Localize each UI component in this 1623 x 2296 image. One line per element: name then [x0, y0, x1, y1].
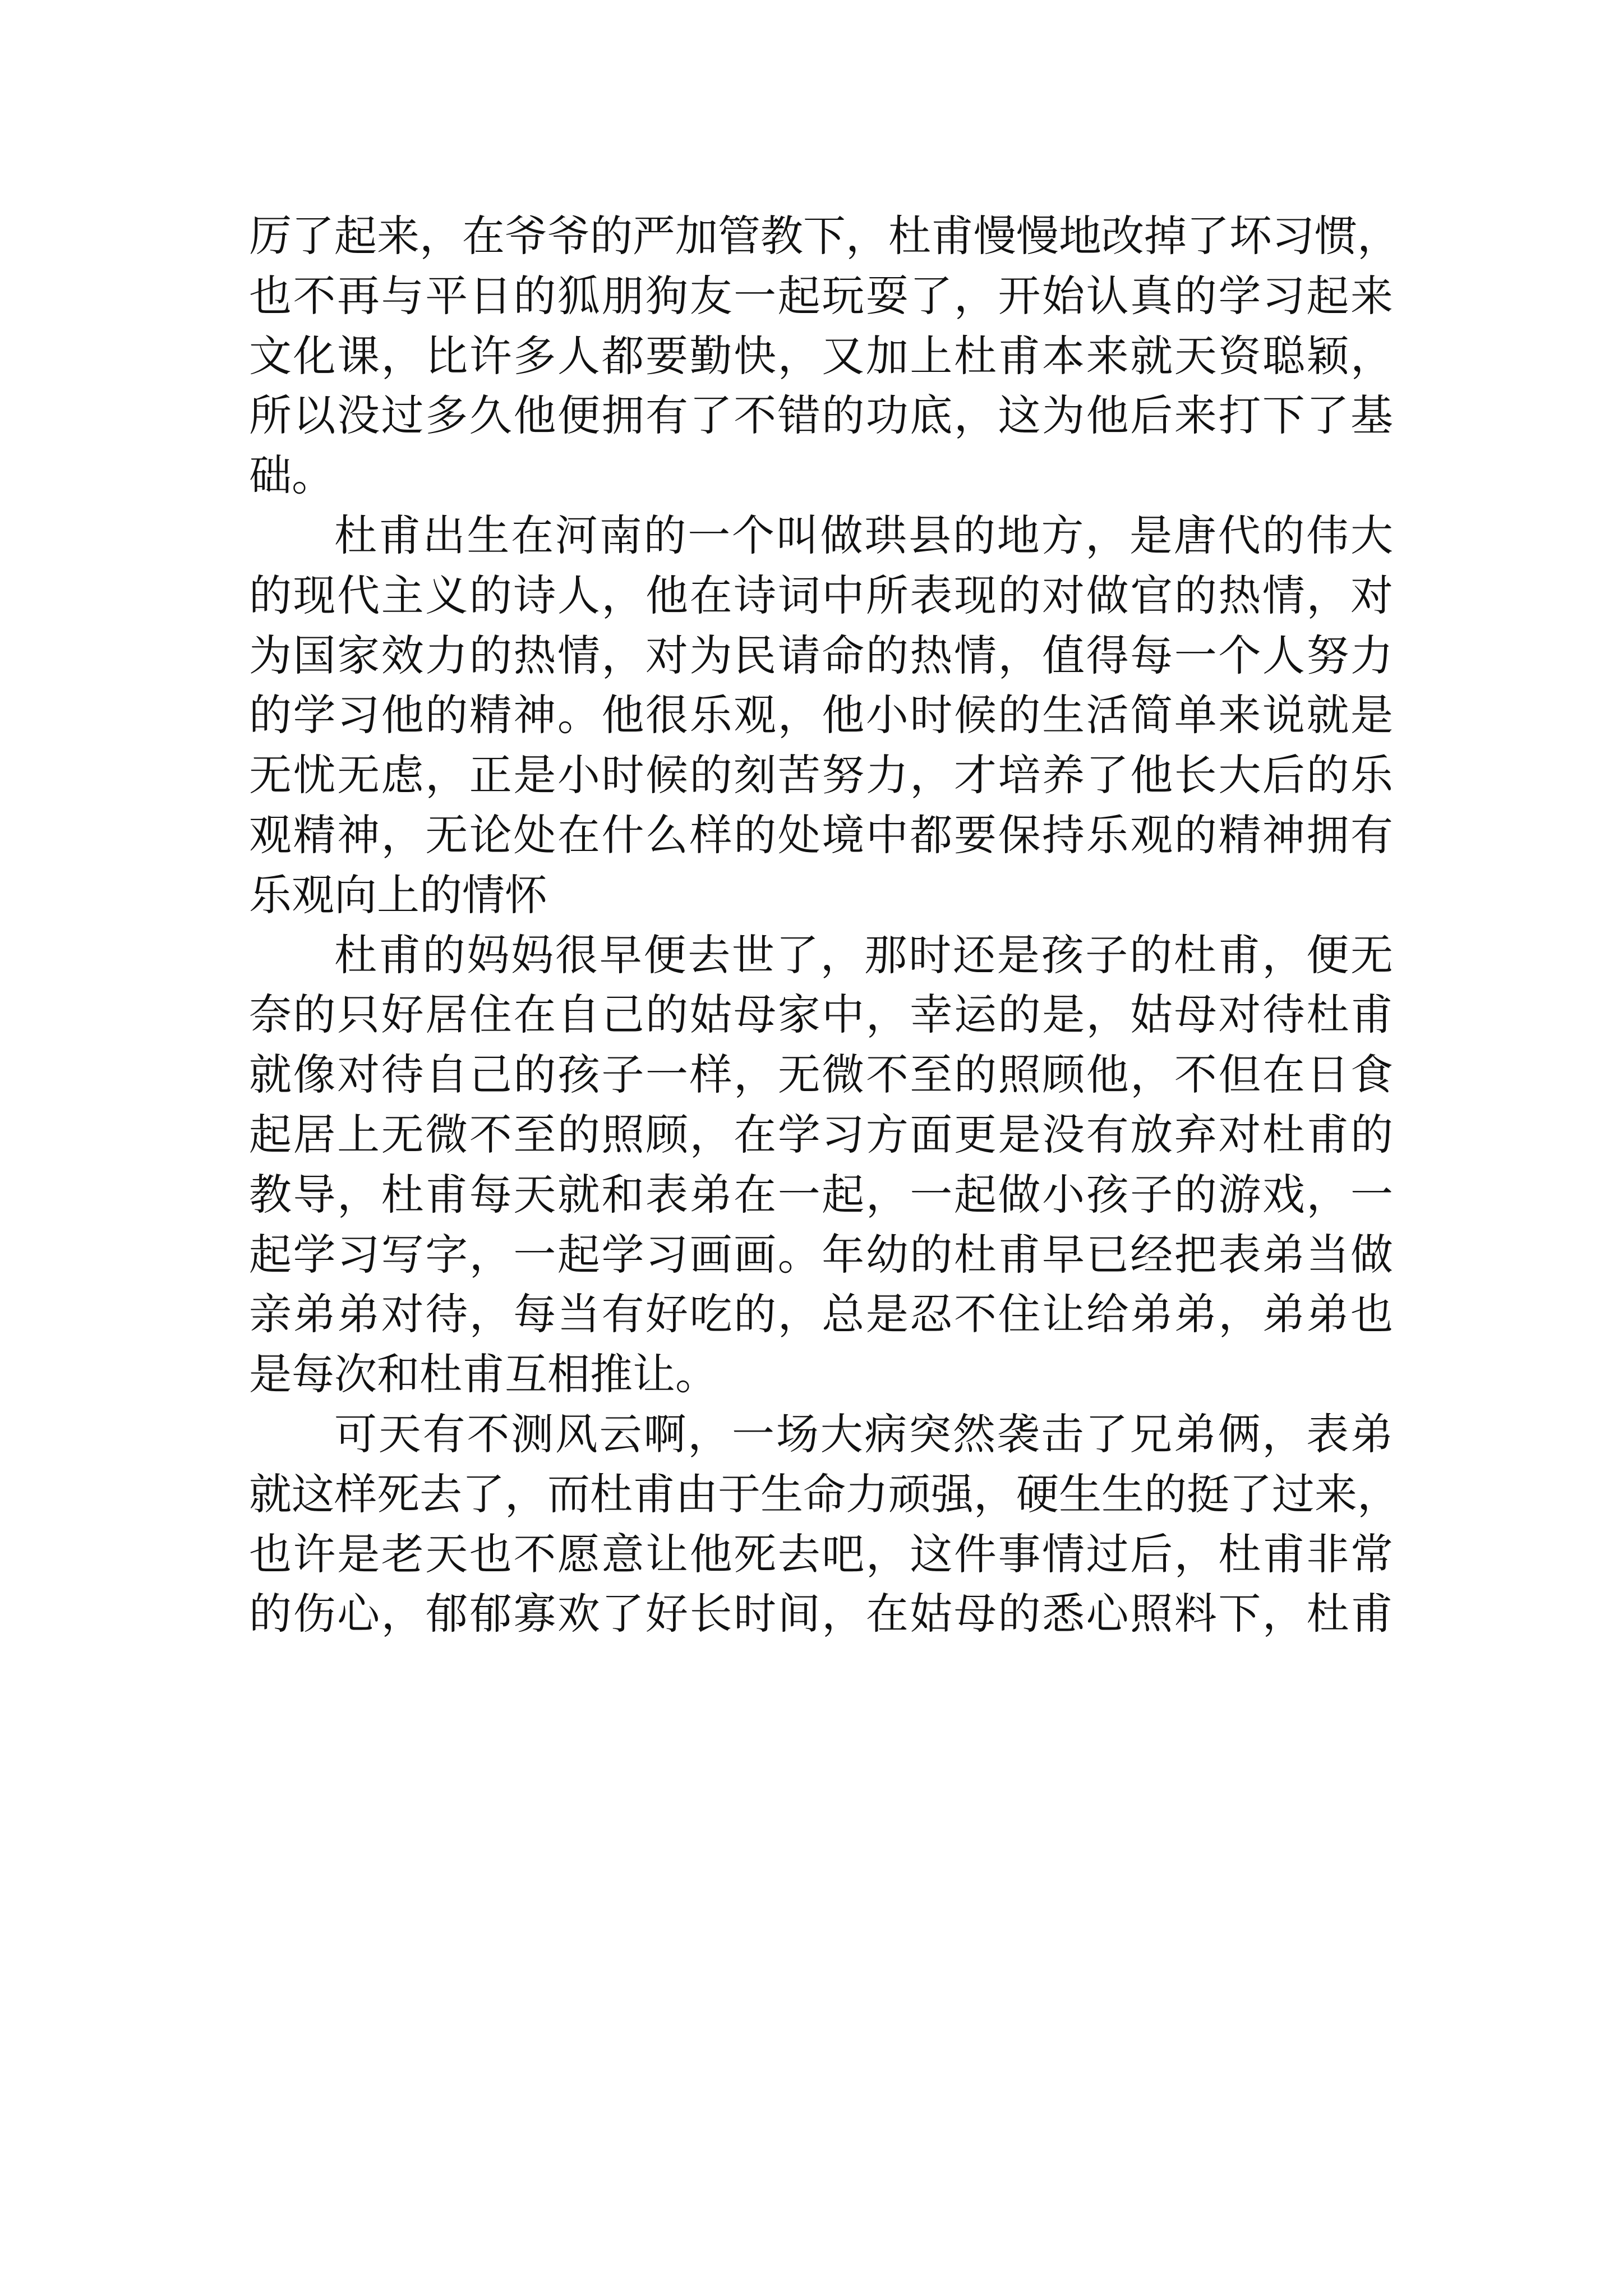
text-line: 的伤心，郁郁寡欢了好长时间，在姑母的悉心照料下，杜甫 — [249, 1589, 1393, 1639]
text-line: 所以没过多久他便拥有了不错的功底，这为他后来打下了基 — [249, 390, 1393, 441]
text-line: 起学习写字，一起学习画画。年幼的杜甫早已经把表弟当做 — [249, 1229, 1393, 1280]
paragraph — [249, 206, 1400, 506]
text-line: 亲弟弟对待，每当有好吃的，总是忍不住让给弟弟，弟弟也 — [249, 1289, 1393, 1340]
paragraph — [249, 506, 1393, 926]
text-line: 杜甫出生在河南的一个叫做珙县的地方，是唐代的伟大 — [334, 510, 1393, 560]
text-line: 为国家效力的热情，对为民请命的热情，值得每一个人努力 — [249, 630, 1393, 680]
text-line: 的现代主义的诗人，他在诗词中所表现的对做官的热情，对 — [249, 570, 1393, 620]
text-line: 厉了起来，在爷爷的严加管教下，杜甫慢慢地改掉了坏习惯， — [249, 211, 1400, 261]
text-line: 起居上无微不至的照顾，在学习方面更是没有放弃对杜甫的 — [249, 1109, 1393, 1159]
text-line: 是每次和杜甫互相推让。 — [249, 1349, 718, 1400]
text-line: 就这样死去了，而杜甫由于生命力顽强，硬生生的挺了过来， — [249, 1469, 1400, 1519]
text-line: 就像对待自己的孩子一样，无微不至的照顾他，不但在日食 — [249, 1050, 1393, 1100]
text-line: 教导，杜甫每天就和表弟在一起，一起做小孩子的游戏，一 — [249, 1169, 1393, 1220]
paragraph — [249, 926, 1393, 1405]
text-line: 奈的只好居住在自己的姑母家中，幸运的是，姑母对待杜甫 — [249, 990, 1393, 1040]
text-line: 杜甫的妈妈很早便去世了，那时还是孩子的杜甫，便无 — [334, 930, 1393, 980]
body-text — [249, 206, 1400, 1644]
text-line: 的学习他的精神。他很乐观，他小时候的生活简单来说就是 — [249, 690, 1393, 740]
text-line: 可天有不测风云啊，一场大病突然袭击了兄弟俩，表弟 — [334, 1409, 1393, 1459]
text-line: 础。 — [249, 450, 334, 501]
text-line: 乐观向上的情怀 — [249, 869, 547, 920]
text-line: 也许是老天也不愿意让他死去吧，这件事情过后，杜甫非常 — [249, 1529, 1393, 1579]
text-line: 文化课，比许多人都要勤快，又加上杜甫本来就天资聪颖， — [249, 330, 1393, 381]
paragraph — [249, 1405, 1400, 1644]
text-line: 无忧无虑，正是小时候的刻苦努力，才培养了他长大后的乐 — [249, 750, 1393, 800]
text-line: 也不再与平日的狐朋狗友一起玩耍了，开始认真的学习起来 — [249, 270, 1393, 321]
text-line: 观精神，无论处在什么样的处境中都要保持乐观的精神拥有 — [249, 809, 1393, 860]
